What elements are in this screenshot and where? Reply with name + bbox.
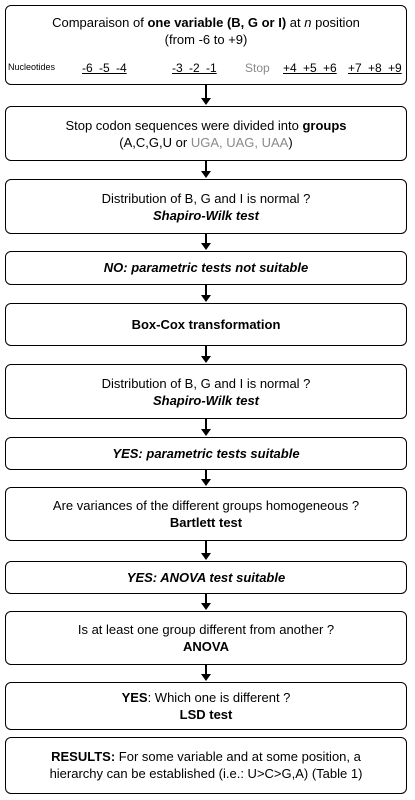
step-text: NO: parametric tests not suitable bbox=[103, 260, 309, 275]
text-fragment: ) bbox=[288, 135, 293, 150]
step-test-name: Bartlett test bbox=[169, 515, 243, 530]
text-fragment: Stop codon sequences were divided into bbox=[65, 118, 303, 133]
step-text: Is at least one group different from another ? bbox=[77, 622, 335, 637]
text-fragment: (A,C,G,U or bbox=[119, 135, 191, 150]
step-box-suitable bbox=[5, 437, 407, 470]
text-italic: n bbox=[304, 15, 312, 30]
step-box-anova bbox=[5, 611, 407, 665]
step-subtext: hierarchy can be established (i.e.: U>C>G,A) (Table 1) bbox=[49, 766, 363, 781]
step-test-name: Shapiro-Wilk test bbox=[152, 208, 260, 223]
step-box-normality-retest bbox=[5, 364, 407, 419]
nucleotides-label: Nucleotides bbox=[8, 62, 56, 72]
step-text bbox=[6, 748, 406, 765]
step-text: Distribution of B, G and I is normal ? bbox=[101, 376, 311, 391]
text-fragment: For some variable and at some position, a bbox=[115, 749, 361, 764]
step-box-normality-test bbox=[5, 179, 407, 234]
step-text: YES: ANOVA test suitable bbox=[126, 570, 286, 585]
step-box-groups bbox=[5, 106, 407, 161]
step-text: Box-Cox transformation bbox=[131, 317, 281, 332]
nucleotide-stop: Stop bbox=[245, 61, 270, 75]
text-fragment: at bbox=[286, 15, 305, 30]
step-test-name: LSD test bbox=[179, 707, 233, 722]
step-text bbox=[6, 117, 406, 134]
nucleotide-group-4: +7 +8 +9 bbox=[348, 61, 402, 75]
step-box-lsd-test bbox=[5, 682, 407, 730]
step-text: YES: parametric tests suitable bbox=[112, 446, 300, 461]
step-text bbox=[6, 14, 406, 31]
step-box-box-cox bbox=[5, 303, 407, 346]
text-fragment: position bbox=[311, 15, 360, 30]
step-text: Distribution of B, G and I is normal ? bbox=[101, 191, 311, 206]
step-text: Are variances of the different groups homogeneous ? bbox=[52, 498, 360, 513]
step-test-name: ANOVA bbox=[183, 639, 229, 654]
text-bold: YES bbox=[121, 690, 148, 705]
text-fragment: : Which one is different ? bbox=[147, 690, 291, 705]
step-box-not-suitable bbox=[5, 251, 407, 285]
step-box-anova-suitable bbox=[5, 561, 407, 594]
nucleotide-group-3: +4 +5 +6 bbox=[283, 61, 337, 75]
nucleotide-group-1: -6 -5 -4 bbox=[82, 61, 127, 75]
text-bold: one variable (B, G or I) bbox=[147, 15, 287, 30]
step-test-name: Shapiro-Wilk test bbox=[152, 393, 260, 408]
stop-codons-text: UGA, UAG, UAA bbox=[190, 135, 289, 150]
text-bold: RESULTS: bbox=[51, 749, 116, 764]
step-box-results bbox=[5, 737, 407, 794]
step-subtext: (from -6 to +9) bbox=[164, 32, 248, 47]
step-subtext bbox=[6, 134, 406, 151]
step-text bbox=[6, 689, 406, 706]
text-fragment: Comparaison of bbox=[52, 15, 148, 30]
nucleotide-group-2: -3 -2 -1 bbox=[172, 61, 217, 75]
text-bold: groups bbox=[302, 118, 347, 133]
step-box-variance-test bbox=[5, 487, 407, 541]
